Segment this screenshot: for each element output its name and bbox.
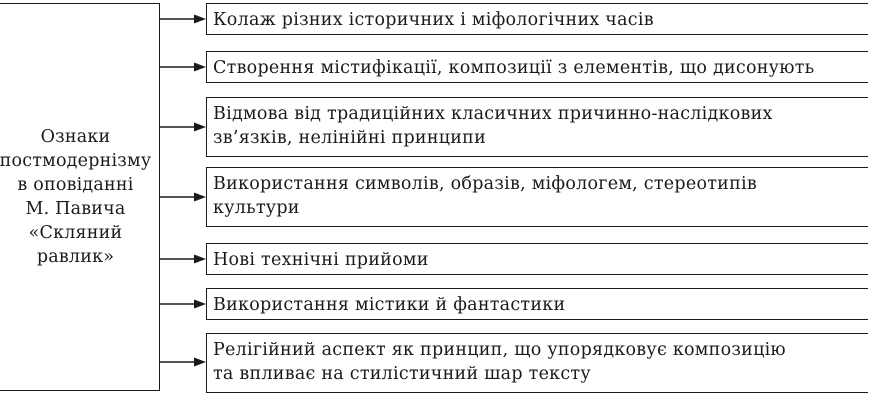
- feature-box-symbols: Використання символів, образів, міфологем, стереотипів культури: [206, 167, 868, 227]
- arrowhead-4: [194, 193, 206, 202]
- feature-box-techniques: Нові технічні прийоми: [206, 243, 868, 275]
- feature-box-nonlinearity: Відмова від традиційних класичних причинно-наслідкових зв’язків, нелінійні принципи: [206, 97, 868, 157]
- feature-box-religious: Релігійний аспект як принцип, що упорядковує композицію та впливає на стилістичний шар тексту: [206, 333, 868, 393]
- feature-box-collage: Колаж різних історичних і міфологічних часів: [206, 3, 868, 35]
- arrowhead-5: [194, 255, 206, 264]
- arrowhead-6: [194, 300, 206, 309]
- arrowhead-3: [194, 123, 206, 132]
- arrowhead-2: [194, 63, 206, 72]
- arrowhead-7: [194, 358, 206, 367]
- source-box: [0, 3, 160, 391]
- source-label: Ознаки постмодернізму в оповіданні М. Павича «Скляний равлик»: [0, 127, 152, 267]
- feature-box-mystification: Створення містифікації, композиції з елементів, що дисонують: [206, 51, 868, 83]
- arrowhead-1: [194, 15, 206, 24]
- feature-box-mysticism: Використання містики й фантастики: [206, 288, 868, 320]
